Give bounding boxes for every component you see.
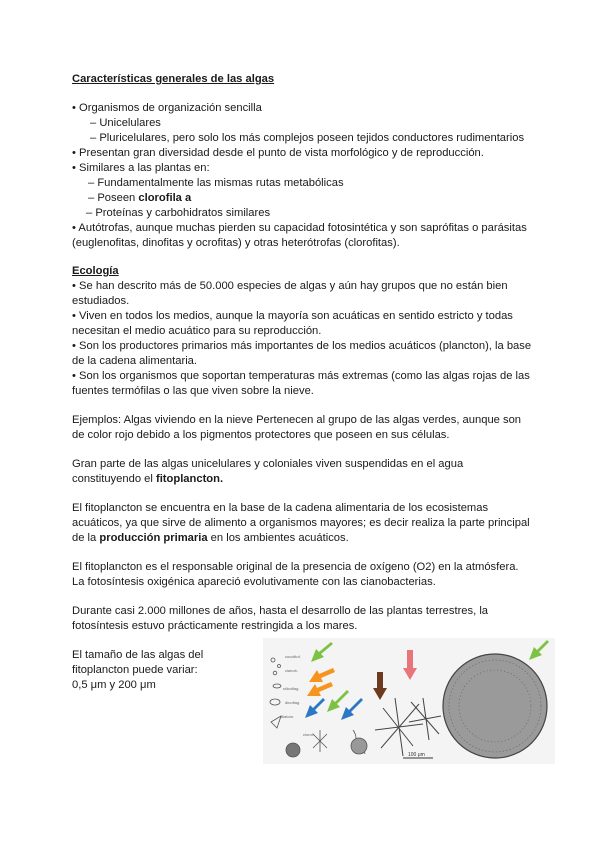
arrow-blue-1	[305, 698, 325, 718]
svg-text:cocolitof.: cocolitof.	[285, 654, 301, 659]
svg-text:diatom.: diatom.	[281, 714, 295, 719]
ejemplos-line-1: Ejemplos: Algas viviendo en la nieve Pertenecen al grupo de las algas verdes, aunque son	[72, 414, 522, 426]
ejemplos-line-2: de color rojo debido a los pigmentos protectores que poseen en sus células.	[72, 429, 450, 441]
eco-line-3: • Viven en todos los medios, aunque la mayoría son acuáticas en sentido estricto y todas	[72, 310, 513, 322]
eco-line-1: • Se han descrito más de 50.000 especies de algas y aún hay grupos que no están bien	[72, 280, 508, 292]
sub-unicelulares: – Unicelulares	[90, 117, 161, 129]
arrow-blue-2	[341, 698, 363, 720]
bullet-diversidad: • Presentan gran diversidad desde el punto de vista morfológico y de reproducción.	[72, 147, 484, 159]
bullet-similares: • Similares a las plantas en:	[72, 162, 210, 174]
scale-bar-label: 100 μm	[408, 752, 425, 758]
durante-line-1: Durante casi 2.000 millones de años, hasta el desarrollo de las plantas terrestres, la	[72, 605, 489, 617]
arrow-orange-1	[309, 668, 335, 682]
sub-clorofila: – Poseen clorofila a	[88, 192, 192, 204]
phytoplankton-figure	[263, 638, 555, 764]
eco-line-7: • Son los organismos que soportan temperaturas más extremas (como las algas rojas de las	[72, 370, 530, 382]
tamano-line-3: 0,5 μm y 200 μm	[72, 679, 156, 691]
arrow-orange-2	[307, 682, 333, 696]
svg-text:silicoflag.: silicoflag.	[283, 686, 300, 691]
eco-line-5: • Son los productores primarios más importantes de los medios acuáticos (plancton), la base	[72, 340, 532, 352]
eco-line-6: de la cadena alimentaria.	[72, 355, 198, 367]
star-diatoms	[375, 698, 441, 756]
phytoplankton-illustration	[263, 638, 555, 764]
bullet-autotrofas: • Autótrofas, aunque muchas pierden su capacidad fotosintética y son saprófitas o parásitas	[72, 222, 527, 234]
fito-base-line-3: de la producción primaria en los ambientes acuáticos.	[72, 532, 349, 544]
fito-oxigeno-line-2: La fotosíntesis oxigénica apareció evolutivamente con las cianobacterias.	[72, 576, 436, 588]
gran-parte-line-2: constituyendo el fitoplancton.	[72, 473, 224, 485]
arrow-pink-shaft	[407, 650, 413, 668]
arrow-brown-head	[373, 688, 387, 700]
sub-proteinas: – Proteínas y carbohidratos similares	[86, 207, 271, 219]
svg-text:clorof.: clorof.	[303, 732, 314, 737]
arrow-brown-shaft	[377, 672, 383, 688]
eco-line-2: estudiados.	[72, 295, 130, 307]
gran-parte-line-1: Gran parte de las algas unicelulares y coloniales viven suspendidas en el agua	[72, 458, 464, 470]
section-heading-ecologia: Ecología	[72, 265, 119, 277]
bullet-autotrofas-cont: (euglenofitas, dinofitas y ocrofitas) y otras heterótrofas (clorofitas).	[72, 237, 400, 249]
page-title: Características generales de las algas	[72, 73, 275, 85]
svg-text:cianob.: cianob.	[285, 668, 298, 673]
fito-base-line-2: acuáticos, ya que sirve de alimento a organismos mayores; es decir realiza la parte principal	[72, 517, 530, 529]
eco-line-8: fuentes termófilas o las que viven sobre la nieve.	[72, 385, 314, 397]
svg-text:dinoflag.: dinoflag.	[285, 700, 301, 705]
sub-rutas: – Fundamentalmente las mismas rutas metabólicas	[88, 177, 344, 189]
eco-line-4: necesitan el medio acuático para su reproducción.	[72, 325, 322, 337]
arrow-green-3	[529, 640, 549, 660]
tamano-line-1: El tamaño de las algas del	[72, 649, 204, 661]
durante-line-2: fotosíntesis estuvo prácticamente restringida a los mares.	[72, 620, 358, 632]
fito-oxigeno-line-1: El fitoplancton es el responsable original de la presencia de oxígeno (O2) en la atmósfera.	[72, 561, 519, 573]
sub-pluricelulares: – Pluricelulares, pero solo los más complejos poseen tejidos conductores rudimentarios	[90, 132, 525, 144]
tamano-line-2: fitoplancton puede variar:	[72, 664, 198, 676]
fito-base-line-1: El fitoplancton se encuentra en la base de la cadena alimentaria de los ecosistemas	[72, 502, 489, 514]
colony-volvox	[443, 654, 547, 758]
bullet-organismos: • Organismos de organización sencilla	[72, 102, 262, 114]
arrow-pink-head	[403, 668, 417, 680]
arrow-green-1	[311, 642, 333, 662]
